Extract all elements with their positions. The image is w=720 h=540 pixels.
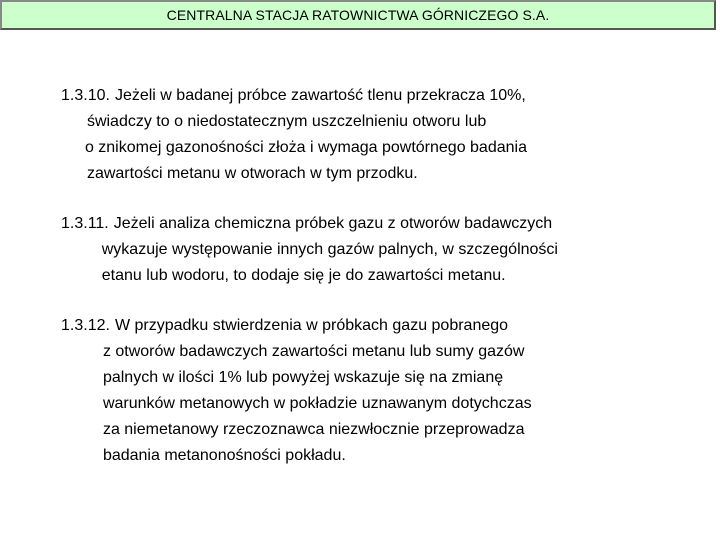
paragraph-number: 1.3.12. <box>61 317 110 334</box>
paragraph-line: zawartości metanu w otworach w tym przodku. <box>86 165 418 182</box>
paragraph-line: z otworów badawczych zawartości metanu lub sumy gazów <box>102 343 525 360</box>
paragraph-1-3-12 <box>61 313 701 469</box>
paragraph-line: świadczy to o niedostatecznym uszczelnieniu otworu lub <box>86 113 487 130</box>
paragraph-line: za niemetanowy rzeczoznawca niezwłocznie przeprowadza <box>102 421 525 438</box>
paragraph-number: 1.3.11. <box>61 215 109 232</box>
paragraph-line: badania metanonośności pokładu. <box>102 447 346 464</box>
paragraph-line: warunków metanowych w pokładzie uznawanym dotychczas <box>102 395 532 412</box>
paragraph-line: Jeżeli w badanej próbce zawartość tlenu przekracza 10%, <box>114 87 526 104</box>
paragraph-text <box>102 313 701 469</box>
header-title: CENTRALNA STACJA RATOWNICTWA GÓRNICZEGO S.A. <box>166 7 550 23</box>
header-bar <box>0 0 716 30</box>
paragraph-1-3-10 <box>61 83 701 187</box>
paragraph-1-3-11 <box>61 211 701 289</box>
paragraph-line: o znikomej gazonośności złoża i wymaga powtórnego badania <box>84 139 527 156</box>
document-body <box>61 83 701 469</box>
paragraph-number: 1.3.10. <box>61 87 110 104</box>
paragraph-line: Jeżeli analiza chemiczna próbek gazu z otworów badawczych <box>113 215 553 232</box>
paragraph-line: etanu lub wodoru, to dodaje się je do zawartości metanu. <box>101 267 506 284</box>
paragraph-line: palnych w ilości 1% lub powyżej wskazuje się na zmianę <box>102 369 504 386</box>
paragraph-line: wykazuje występowanie innych gazów palnych, w szczególności <box>101 241 558 258</box>
paragraph-line: W przypadku stwierdzenia w próbkach gazu pobranego <box>114 317 509 334</box>
paragraph-text <box>101 211 701 289</box>
